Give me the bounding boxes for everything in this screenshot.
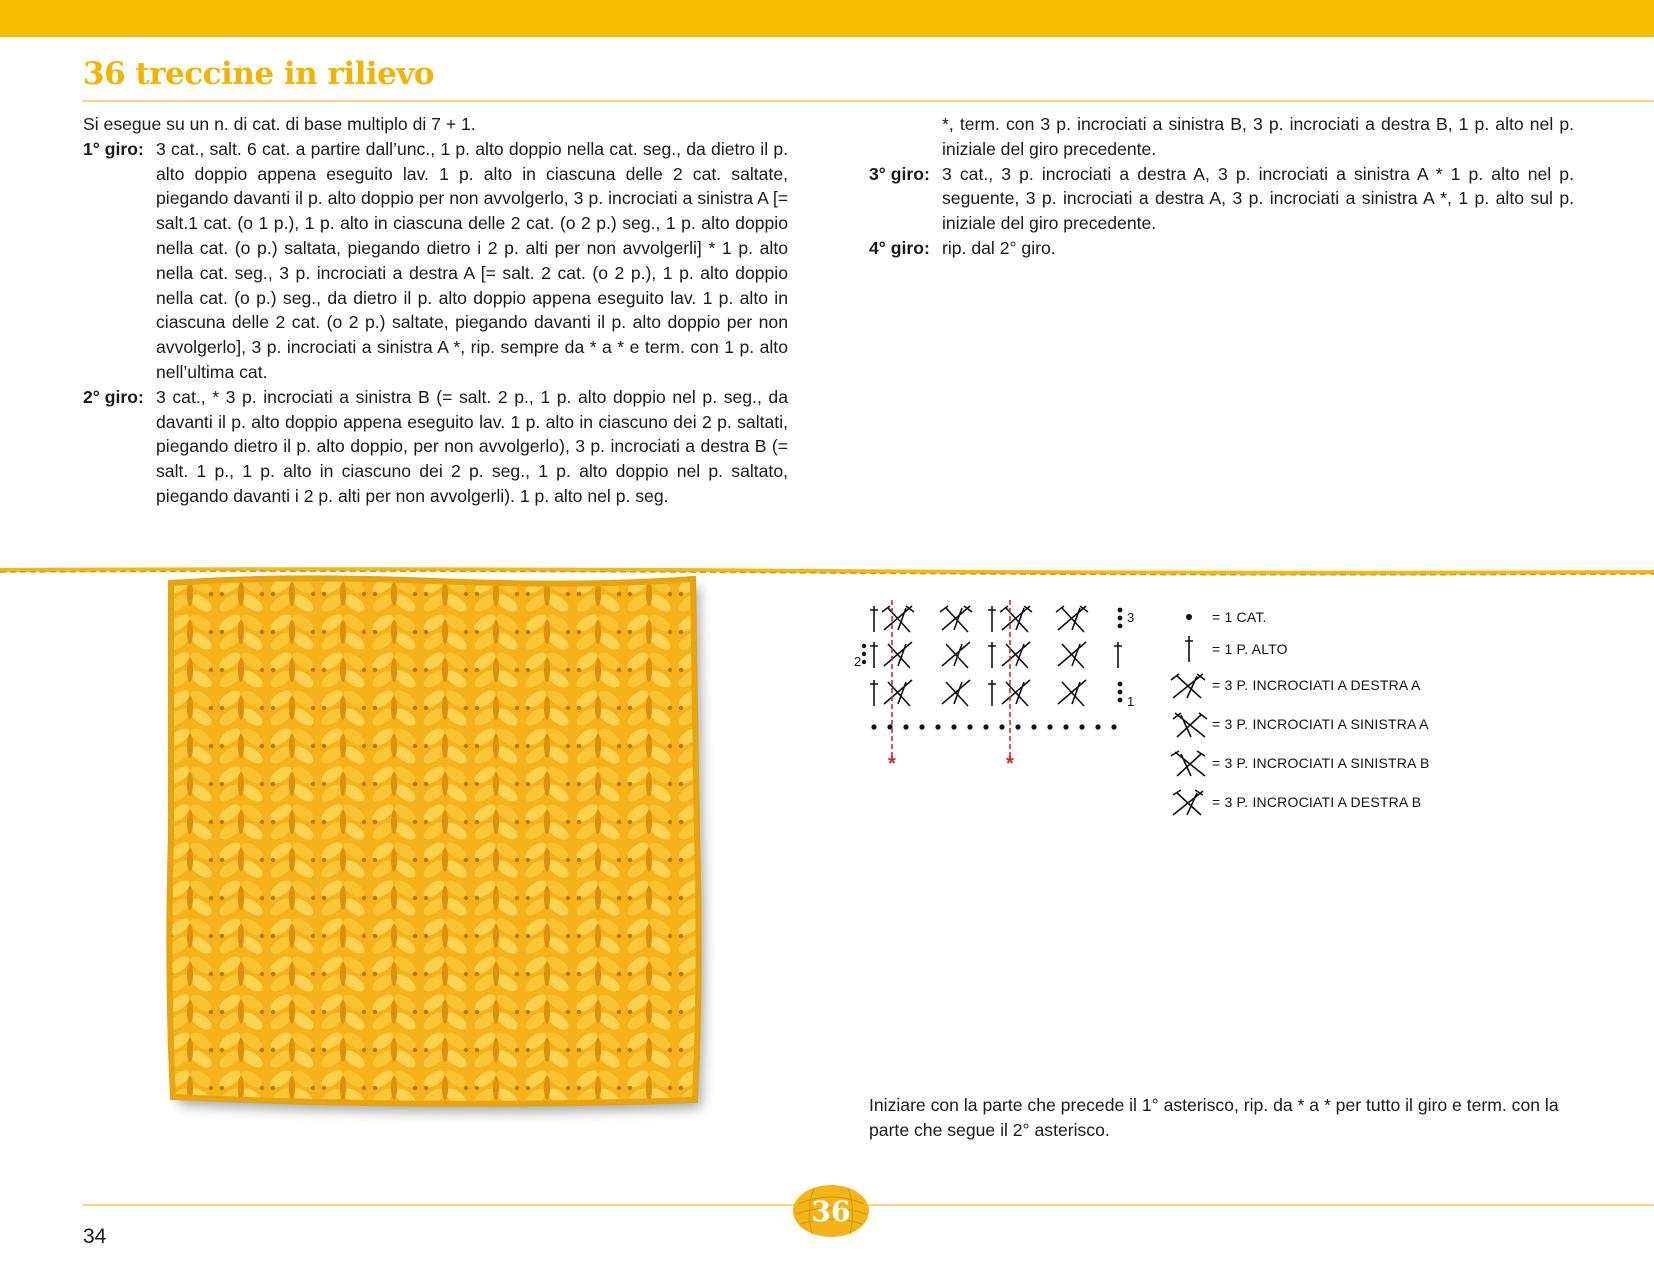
round-2 [83, 385, 788, 509]
round-text: 3 cat., salt. 6 cat. a partire dall’unc., 1 p. alto doppio nella cat. seg., da dietro il p. alto doppio appena eseguito lav. 1 p. alto in ciascuna delle 2 cat. saltate, piegando davanti il p. alto doppio per non avvolgerlo, 3 p. incrociati a sinistra A [= salt.1 cat. (o 1 p.), 1 p. alto in ciascuna delle 2 cat. (o 2 p.) seg., 1 p. alto doppio nella cat. (o p.) saltata, piegando dietro i 2 p. alti per non avvolgerli] * 1 p. alto nella cat. seg., 3 p. incrociati a destra A [= salt. 2 cat. (o 2 p.), 1 p. alto doppio nella cat. (o p.) seg., da dietro il p. alto doppio appena eseguito lav. 1 p. alto in ciascuna delle 2 cat. (o 2 p.) saltate, piegando davanti il p. alto doppio per non avvolgerlo], 3 p. incrociati a sinistra A *, rip. sempre da * a * e term. con 1 p. alto nell’ultima cat. [156, 138, 788, 382]
instructions-left-column [83, 112, 788, 509]
instructions-right-column [869, 112, 1574, 261]
legend-text: = 1 CAT. [1212, 609, 1267, 625]
legend-item-cross-left-a [1168, 707, 1429, 741]
round-1 [83, 137, 788, 385]
asterisk-2: * [1006, 753, 1014, 775]
crochet-swatch-photo [165, 575, 705, 1110]
page-title: 36 treccine in rilievo [83, 56, 435, 92]
legend-item-chain [1168, 600, 1267, 634]
double-crochet-icon [1168, 632, 1210, 666]
chart-row-2 [870, 642, 1122, 668]
chain-dot-icon [1168, 600, 1210, 634]
round-label: 4° giro: [869, 237, 930, 258]
yarn-ball-icon [790, 1180, 872, 1238]
legend-item-cross-right-b [1168, 785, 1421, 819]
title-divider [83, 100, 1654, 102]
chart-row-3 [870, 606, 1088, 632]
top-color-band [0, 0, 1654, 37]
chart-legend [1168, 600, 1468, 810]
round-text: 3 cat., * 3 p. incrociati a sinistra B (= salt. 2 p., 1 p. alto doppio nel p. seg., da davanti il p. alto doppio appena eseguito lav. 1 p. alto in ciascuno dei 2 p. saltati, piegando dietro il p. alto doppio, per non avvolgerlo), 3 p. incrociati a destra B (= salt. 1 p., 1 p. alto in ciascuno dei 2 p. seg., 1 p. alto doppio nel p. saltato, piegando davanti i 2 p. alti per non avvolgerli). 1 p. alto nel p. seg. [156, 386, 788, 506]
cross-right-a-icon [1168, 668, 1210, 702]
ball-number: 36 [811, 1195, 851, 1228]
round-text: 3 cat., 3 p. incrociati a destra A, 3 p. incrociati a sinistra A * 1 p. alto nel p. seguente, 3 p. incrociati a destra A, 3 p. incrociati a sinistra A *, 1 p. alto sul p. iniziale del giro precedente. [942, 163, 1574, 234]
legend-item-cross-right-a [1168, 668, 1421, 702]
legend-item-double-crochet [1168, 632, 1288, 666]
page-number: 34 [83, 1225, 107, 1248]
legend-text: = 3 P. INCROCIATI A DESTRA B [1212, 794, 1422, 810]
asterisk-1: * [888, 753, 896, 775]
row-label-3: 3 [1127, 610, 1135, 625]
intro-text: Si esegue su un n. di cat. di base multiplo di 7 + 1. [83, 114, 476, 134]
legend-text: = 3 P. INCROCIATI A SINISTRA A [1212, 716, 1429, 732]
cross-left-a-icon [1168, 707, 1210, 741]
legend-text: = 3 P. INCROCIATI A DESTRA A [1212, 677, 1421, 693]
legend-item-cross-left-b [1168, 746, 1430, 780]
round-4 [869, 236, 1574, 261]
round-label: 3° giro: [869, 163, 930, 184]
instructions-note: Iniziare con la parte che precede il 1° asterisco, rip. da * a * per tutto il giro e term. con la parte che segue il 2° asterisco. [869, 1095, 1559, 1140]
cross-left-b-icon [1168, 746, 1210, 780]
row-label-1: 1 [1127, 694, 1135, 709]
chart-row-1 [870, 680, 1086, 706]
cross-right-b-icon [1168, 785, 1210, 819]
round-3 [869, 162, 1574, 236]
round-label: 2° giro: [83, 386, 144, 407]
legend-text: = 1 P. ALTO [1212, 641, 1288, 657]
row-label-2: 2 [854, 654, 862, 669]
legend-text: = 3 P. INCROCIATI A SINISTRA B [1212, 755, 1430, 771]
stitch-diagram [854, 600, 1136, 775]
round-text: rip. dal 2° giro. [942, 237, 1056, 258]
round-2-continuation: *, term. con 3 p. incrociati a sinistra B, 3 p. incrociati a destra B, 1 p. alto nel p. iniziale del giro precedente. [942, 114, 1574, 159]
round-label: 1° giro: [83, 138, 144, 159]
